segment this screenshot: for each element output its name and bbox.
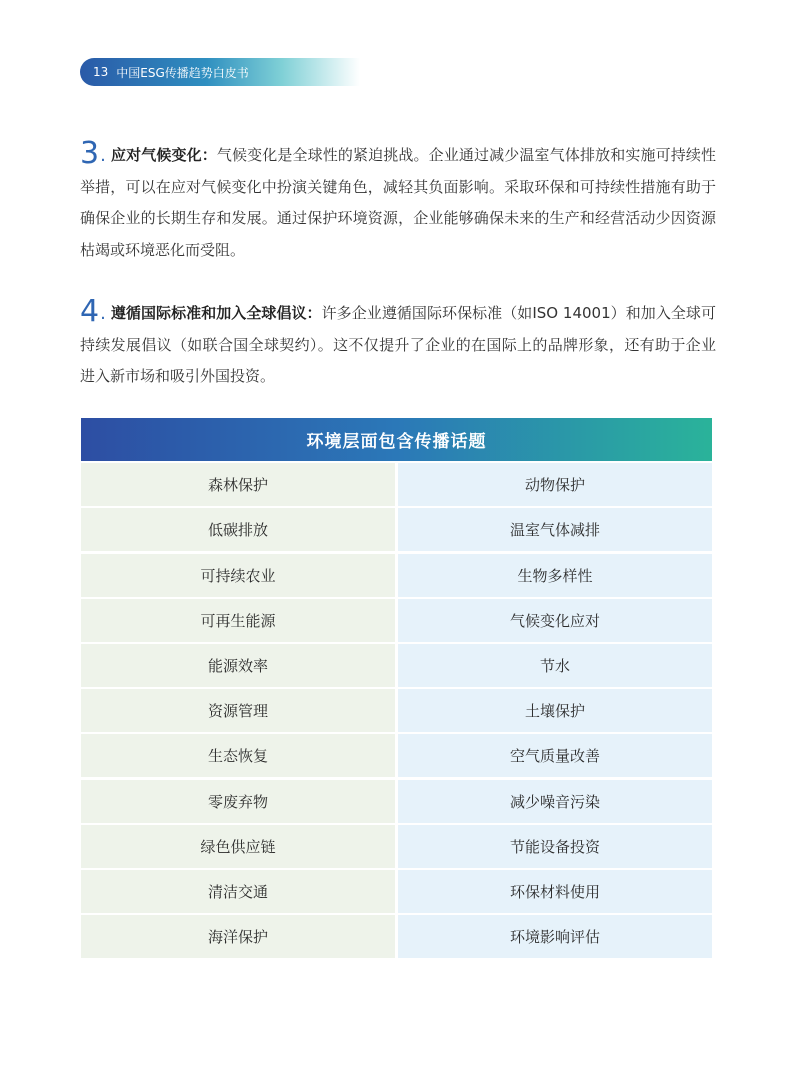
point-4-number: 4. — [80, 294, 106, 329]
table-row — [81, 734, 712, 777]
page-number: 13 — [93, 65, 109, 79]
table-cell-right: 节能设备投资 — [398, 825, 712, 868]
table-cell-right: 节水 — [398, 644, 712, 687]
table-cell-left: 可再生能源 — [81, 599, 395, 642]
point-3-body: 气候变化是全球性的紧迫挑战。企业通过减少温室气体排放和实施可持续性举措，可以在应对气候变化中扮演关键角色，减轻其负面影响。采取环保和可持续性措施有助于确保企业的长期生存和发展。通过保护环境资源，企业能够确保未来的生产和经营活动少因资源枯竭或环境恶化而受阻。 — [80, 146, 716, 259]
table-cell-left: 生态恢复 — [81, 734, 395, 777]
topics-table — [81, 418, 712, 958]
table-row — [81, 689, 712, 732]
page-header — [80, 58, 360, 86]
table-cell-left: 低碳排放 — [81, 508, 395, 551]
table-cell-left: 清洁交通 — [81, 870, 395, 913]
table-body — [81, 463, 712, 958]
table-title: 环境层面包含传播话题 — [81, 418, 712, 461]
table-cell-right: 环境影响评估 — [398, 915, 712, 958]
table-row — [81, 554, 712, 597]
table-row — [81, 780, 712, 823]
table-cell-right: 减少噪音污染 — [398, 780, 712, 823]
table-cell-right: 环保材料使用 — [398, 870, 712, 913]
table-cell-left: 绿色供应链 — [81, 825, 395, 868]
table-row — [81, 508, 712, 551]
table-cell-left: 零废弃物 — [81, 780, 395, 823]
table-row — [81, 599, 712, 642]
table-cell-right: 气候变化应对 — [398, 599, 712, 642]
table-cell-left: 森林保护 — [81, 463, 395, 506]
table-cell-left: 能源效率 — [81, 644, 395, 687]
table-cell-left: 可持续农业 — [81, 554, 395, 597]
table-cell-right: 生物多样性 — [398, 554, 712, 597]
table-cell-right: 动物保护 — [398, 463, 712, 506]
table-row — [81, 644, 712, 687]
table-cell-left: 海洋保护 — [81, 915, 395, 958]
table-row — [81, 825, 712, 868]
table-cell-right: 空气质量改善 — [398, 734, 712, 777]
table-cell-left: 资源管理 — [81, 689, 395, 732]
table-row — [81, 870, 712, 913]
table-row — [81, 915, 712, 958]
point-3-paragraph — [80, 138, 716, 266]
point-4-paragraph — [80, 296, 716, 393]
table-cell-right: 温室气体减排 — [398, 508, 712, 551]
point-4-heading: 遵循国际标准和加入全球倡议： — [110, 304, 322, 322]
document-title: 中国ESG传播趋势白皮书 — [116, 65, 249, 80]
point-3-heading: 应对气候变化： — [110, 146, 217, 164]
table-row — [81, 463, 712, 506]
table-cell-right: 土壤保护 — [398, 689, 712, 732]
point-4-body: 许多企业遵循国际环保标准（如ISO 14001）和加入全球可持续发展倡议（如联合国全球契约）。这不仅提升了企业的在国际上的品牌形象，还有助于企业进入新市场和吸引外国投资。 — [80, 304, 716, 385]
point-3-number: 3. — [80, 136, 106, 171]
